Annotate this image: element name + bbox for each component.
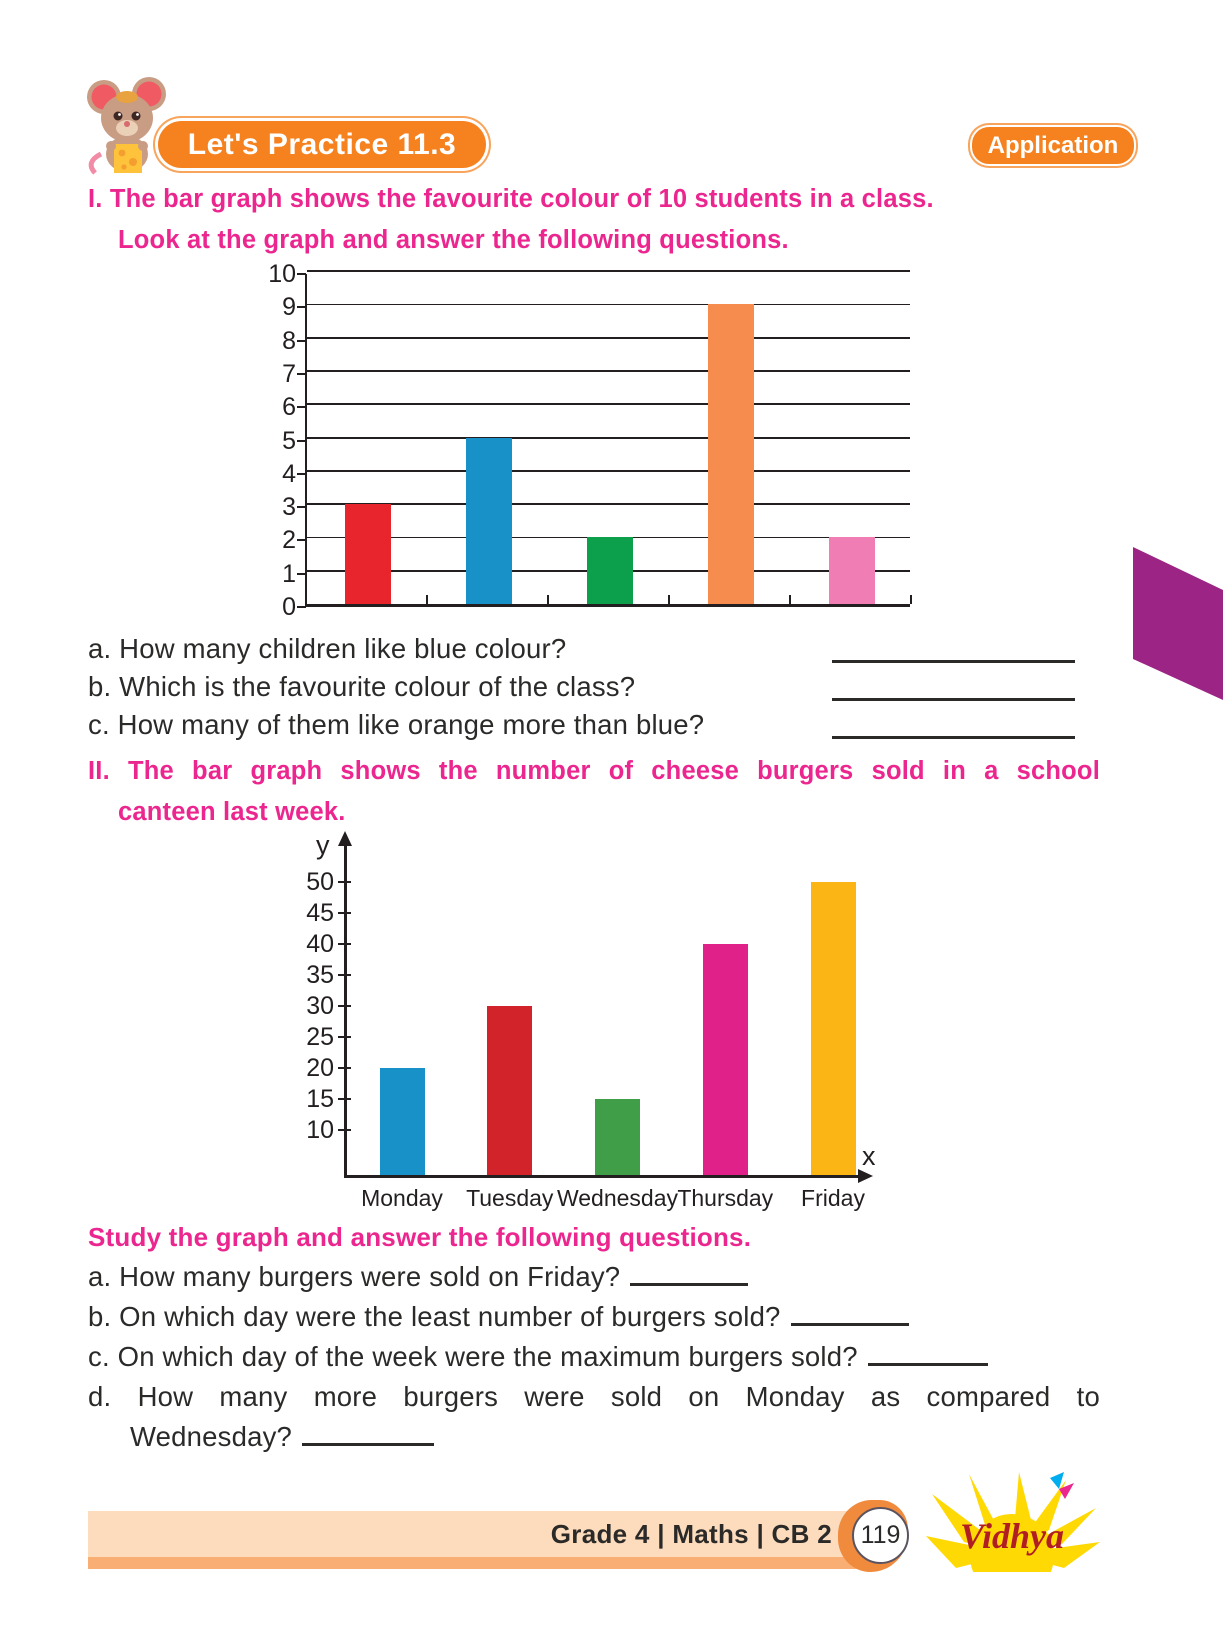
vidhya-logo [922,1472,1102,1572]
y-axis-tick [338,1005,351,1007]
y-axis-tick [297,373,306,375]
answer-blank-1b [832,698,1075,701]
section2-study-line: Study the graph and answer the following questions. [88,1222,752,1252]
y-axis-label-3: 3 [282,493,296,522]
gridline-5 [307,437,910,439]
y-axis-tick [297,539,306,541]
bar-orange [708,304,754,604]
section2-question-d-line2-text: Wednesday? [130,1421,293,1452]
page-number-badge [852,1507,909,1564]
bar-monday [380,1068,425,1175]
y-axis-tick [338,1129,351,1131]
y-axis-tick [338,881,351,883]
y-axis-label-20: 20 [306,1054,334,1082]
y-axis-tick [297,506,306,508]
application-badge [972,127,1134,164]
y-axis-tick [297,273,306,275]
bar-blue [466,438,512,605]
gridline-6 [307,403,910,405]
x-axis-tick [547,595,549,604]
y-axis-label-25: 25 [306,1023,334,1051]
y-axis-label-6: 6 [282,393,296,422]
x-axis-label-thursday: Thursday [677,1185,774,1211]
application-badge-label: Application [987,131,1119,159]
gridline-4 [307,470,910,472]
answer-blank-2b [791,1320,909,1326]
y-axis-label-1: 1 [282,559,296,588]
y-axis-label-40: 40 [306,930,334,958]
section2-heading-line1: II. The bar graph shows the number of cheese burgers sold in a school [88,757,1100,785]
practice-badge [158,121,486,168]
y-axis-label-15: 15 [306,1085,334,1113]
section2-question-c [88,1341,988,1373]
y-axis-tick [338,1098,351,1100]
section2-question-d-line2 [130,1421,434,1453]
burgers-bar-chart [300,830,940,1223]
y-axis-label-10: 10 [268,260,296,288]
y-axis-label-5: 5 [282,426,296,455]
answer-blank-2c [868,1360,988,1366]
bar-pink [829,537,875,604]
gridline-10 [307,270,910,272]
x-axis-tick [789,595,791,604]
section1-question-a: a. How many children like blue colour? [88,633,567,664]
x-axis-tick [668,595,670,604]
favourite-colour-bar-chart [260,262,925,622]
y-axis-tick [297,440,306,442]
y-axis-tick [297,606,306,608]
page-corner-decoration [1133,547,1223,700]
y-axis-label-7: 7 [282,359,296,388]
gridline-9 [307,304,910,306]
answer-blank-1a [832,660,1075,663]
x-axis-title: x [862,1141,876,1171]
page-number: 119 [860,1521,901,1549]
x-axis-line [344,1175,860,1178]
y-axis-tick [297,406,306,408]
section2-heading-line2: canteen last week. [118,798,346,826]
y-axis-tick [297,306,306,308]
y-axis-title: y [316,830,330,860]
y-axis-tick [297,473,306,475]
footer-bar [88,1511,850,1557]
y-axis-tick [338,974,351,976]
y-axis-tick [338,912,351,914]
x-axis-label-wednesday: Wednesday [556,1185,679,1211]
gridline-7 [307,370,910,372]
bar-red [345,504,391,604]
x-axis-label-friday: Friday [801,1185,865,1211]
chart1-plot-area [305,274,910,607]
mouse-mascot-icon [83,74,171,178]
section2-question-a [88,1261,748,1293]
y-axis-label-30: 30 [306,992,334,1020]
footer-accent-strip [88,1557,864,1569]
answer-blank-2d [302,1440,434,1446]
x-axis-tick [426,595,428,604]
y-axis-label-9: 9 [282,293,296,322]
section1-question-c: c. How many of them like orange more than blue? [88,709,705,740]
y-axis-tick [338,943,351,945]
y-axis-tick [297,573,306,575]
x-axis-tick [910,595,912,604]
y-axis-label-0: 0 [282,593,296,621]
gridline-3 [307,503,910,505]
answer-blank-1c [832,736,1075,739]
section1-heading-line2: Look at the graph and answer the following questions. [118,226,789,254]
section1-heading-line1: I. The bar graph shows the favourite colour of 10 students in a class. [88,185,934,213]
y-axis-label-50: 50 [306,868,334,896]
x-axis-label-tuesday: Tuesday [466,1185,554,1211]
y-axis-line [344,845,347,1175]
section1-question-b: b. Which is the favourite colour of the class? [88,671,636,702]
section2-question-a-text: a. How many burgers were sold on Friday? [88,1261,621,1292]
y-axis-label-45: 45 [306,899,334,927]
bar-friday [811,882,856,1175]
bar-thursday [703,944,748,1175]
y-axis-label-4: 4 [282,459,296,488]
practice-badge-label: Let's Practice 11.3 [187,127,457,161]
y-axis-label-10: 10 [306,1116,334,1144]
vidhya-logo-text: Vidhya [959,1516,1065,1556]
y-axis-tick [338,1036,351,1038]
section2-question-b-text: b. On which day were the least number of burgers sold? [88,1301,781,1332]
answer-blank-2a [630,1280,748,1286]
bar-tuesday [487,1006,532,1175]
y-axis-tick [338,1067,351,1069]
y-axis-label-35: 35 [306,961,334,989]
section2-question-b [88,1301,909,1333]
y-axis-arrow-icon [338,831,352,846]
section2-question-d-line1: d. How many more burgers were sold on Monday as compared to [88,1381,1100,1412]
bar-green [587,537,633,604]
section2-question-c-text: c. On which day of the week were the maximum burgers sold? [88,1341,858,1372]
y-axis-label-8: 8 [282,326,296,355]
bar-wednesday [595,1099,640,1175]
gridline-8 [307,337,910,339]
y-axis-label-2: 2 [282,526,296,555]
x-axis-label-monday: Monday [361,1185,443,1211]
y-axis-tick [297,340,306,342]
footer-breadcrumb: Grade 4 | Maths | CB 2 [550,1518,832,1549]
